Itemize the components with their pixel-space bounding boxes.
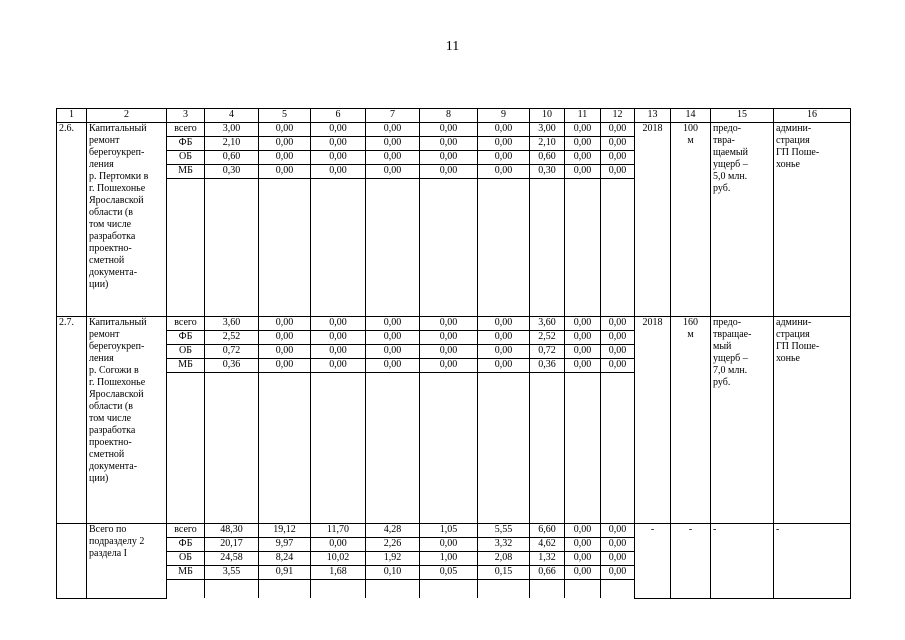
value-cell: 6,60 — [530, 524, 565, 538]
column-header: 5 — [259, 109, 311, 123]
column-header-row — [57, 109, 851, 123]
table-row — [57, 524, 851, 538]
value-cell: 0,00 — [478, 331, 530, 345]
value-cell: 2,52 — [205, 331, 259, 345]
value-cell: 0,00 — [366, 151, 420, 165]
value-cell: 0,36 — [205, 359, 259, 373]
column-header: 6 — [311, 109, 366, 123]
value-cell: 0,00 — [366, 137, 420, 151]
value-cell: 0,00 — [565, 345, 601, 359]
value-cell: 0,00 — [565, 123, 601, 137]
value-cell: 0,00 — [478, 151, 530, 165]
page-number: 11 — [445, 39, 460, 54]
value-cell: 0,00 — [601, 165, 635, 179]
value-cell: 0,15 — [478, 566, 530, 580]
row-executor: админи- страция ГП Поше- хонье — [774, 123, 851, 317]
value-cell: 0,00 — [601, 317, 635, 331]
value-cell: 0,30 — [530, 165, 565, 179]
column-header: 4 — [205, 109, 259, 123]
value-cell: 0,91 — [259, 566, 311, 580]
value-cell: 0,00 — [311, 123, 366, 137]
row-effect: предо- твращае- мый ущерб – 7,0 млн. руб. — [711, 317, 774, 524]
row-number: 2.6. — [57, 123, 87, 317]
table-row — [57, 123, 851, 137]
value-cell: 20,17 — [205, 538, 259, 552]
value-cell: 0,00 — [601, 359, 635, 373]
source-label: всего — [167, 123, 205, 137]
value-cell: 0,60 — [205, 151, 259, 165]
value-cell: 24,58 — [205, 552, 259, 566]
row-year: 2018 — [635, 123, 671, 317]
column-header: 9 — [478, 109, 530, 123]
value-cell: 0,00 — [259, 359, 311, 373]
value-cell: 0,00 — [366, 331, 420, 345]
column-header: 14 — [671, 109, 711, 123]
value-cell: 2,10 — [530, 137, 565, 151]
source-label: ФБ — [167, 331, 205, 345]
value-cell: 0,05 — [420, 566, 478, 580]
column-header: 8 — [420, 109, 478, 123]
value-cell: 0,00 — [311, 137, 366, 151]
source-label: всего — [167, 317, 205, 331]
value-cell: 0,72 — [205, 345, 259, 359]
value-cell: 0,00 — [259, 165, 311, 179]
value-cell: 0,00 — [420, 345, 478, 359]
value-cell: 2,08 — [478, 552, 530, 566]
value-cell: 0,00 — [311, 538, 366, 552]
value-cell: 0,00 — [311, 345, 366, 359]
row-effect: - — [711, 524, 774, 599]
row-length: 160 м — [671, 317, 711, 524]
value-cell: 0,00 — [366, 123, 420, 137]
value-cell: 2,52 — [530, 331, 565, 345]
value-cell: 0,00 — [565, 524, 601, 538]
value-cell: 0,00 — [565, 538, 601, 552]
value-cell: 19,12 — [259, 524, 311, 538]
source-label: МБ — [167, 165, 205, 179]
row-length: - — [671, 524, 711, 599]
value-cell: 1,05 — [420, 524, 478, 538]
value-cell: 0,00 — [311, 331, 366, 345]
value-cell: 0,00 — [420, 165, 478, 179]
source-label: МБ — [167, 359, 205, 373]
value-cell: 0,00 — [601, 538, 635, 552]
value-cell: 0,00 — [420, 137, 478, 151]
row-year: - — [635, 524, 671, 599]
value-cell: 0,00 — [601, 552, 635, 566]
value-cell: 0,00 — [311, 151, 366, 165]
column-header: 10 — [530, 109, 565, 123]
value-cell: 0,00 — [420, 123, 478, 137]
value-cell: 1,68 — [311, 566, 366, 580]
value-cell: 0,00 — [259, 317, 311, 331]
column-header: 11 — [565, 109, 601, 123]
value-cell: 1,92 — [366, 552, 420, 566]
column-header: 12 — [601, 109, 635, 123]
value-cell: 0,00 — [259, 137, 311, 151]
value-cell: 4,62 — [530, 538, 565, 552]
value-cell: 48,30 — [205, 524, 259, 538]
value-cell: 0,00 — [420, 538, 478, 552]
source-label: ОБ — [167, 151, 205, 165]
value-cell: 0,00 — [311, 165, 366, 179]
table-row — [57, 317, 851, 331]
row-length: 100 м — [671, 123, 711, 317]
value-cell: 3,00 — [530, 123, 565, 137]
value-cell: 8,24 — [259, 552, 311, 566]
value-cell: 0,00 — [565, 552, 601, 566]
budget-table — [56, 108, 851, 599]
value-cell: 0,00 — [420, 317, 478, 331]
value-cell: 11,70 — [311, 524, 366, 538]
value-cell: 0,00 — [420, 359, 478, 373]
value-cell: 0,00 — [565, 165, 601, 179]
value-cell: 0,00 — [478, 123, 530, 137]
value-cell: 0,00 — [366, 165, 420, 179]
value-cell: 0,10 — [366, 566, 420, 580]
value-cell: 0,72 — [530, 345, 565, 359]
value-cell: 3,00 — [205, 123, 259, 137]
row-number: 2.7. — [57, 317, 87, 524]
value-cell: 5,55 — [478, 524, 530, 538]
value-cell: 0,00 — [478, 165, 530, 179]
value-cell: 9,97 — [259, 538, 311, 552]
source-label: МБ — [167, 566, 205, 580]
value-cell: 0,00 — [601, 137, 635, 151]
value-cell: 0,00 — [601, 331, 635, 345]
value-cell: 0,66 — [530, 566, 565, 580]
value-cell: 1,32 — [530, 552, 565, 566]
row-number — [57, 524, 87, 599]
value-cell: 3,60 — [530, 317, 565, 331]
value-cell: 0,00 — [366, 359, 420, 373]
value-cell: 3,55 — [205, 566, 259, 580]
value-cell: 0,36 — [530, 359, 565, 373]
value-cell: 0,00 — [601, 524, 635, 538]
value-cell: 0,00 — [565, 359, 601, 373]
value-cell: 0,00 — [311, 359, 366, 373]
column-header: 3 — [167, 109, 205, 123]
source-label: ОБ — [167, 552, 205, 566]
value-cell: 0,00 — [478, 359, 530, 373]
column-header: 2 — [87, 109, 167, 123]
column-header: 16 — [774, 109, 851, 123]
column-header: 7 — [366, 109, 420, 123]
value-cell: 3,32 — [478, 538, 530, 552]
value-cell: 0,00 — [601, 345, 635, 359]
value-cell: 10,02 — [311, 552, 366, 566]
value-cell: 0,00 — [420, 331, 478, 345]
value-cell: 0,60 — [530, 151, 565, 165]
value-cell: 0,00 — [565, 137, 601, 151]
value-cell: 1,00 — [420, 552, 478, 566]
value-cell: 2,10 — [205, 137, 259, 151]
value-cell: 0,00 — [565, 331, 601, 345]
value-cell: 2,26 — [366, 538, 420, 552]
value-cell: 0,00 — [259, 345, 311, 359]
value-cell: 0,00 — [601, 151, 635, 165]
value-cell: 0,00 — [259, 331, 311, 345]
row-executor: - — [774, 524, 851, 599]
value-cell: 0,00 — [601, 566, 635, 580]
value-cell: 0,00 — [420, 151, 478, 165]
value-cell: 0,00 — [259, 123, 311, 137]
value-cell: 0,00 — [311, 317, 366, 331]
value-cell: 3,60 — [205, 317, 259, 331]
column-header: 15 — [711, 109, 774, 123]
value-cell: 0,00 — [601, 123, 635, 137]
row-name: Всего по подразделу 2 раздела I — [87, 524, 167, 599]
value-cell: 4,28 — [366, 524, 420, 538]
value-cell: 0,00 — [565, 566, 601, 580]
value-cell: 0,00 — [366, 317, 420, 331]
row-year: 2018 — [635, 317, 671, 524]
value-cell: 0,00 — [366, 345, 420, 359]
value-cell: 0,00 — [565, 317, 601, 331]
value-cell: 0,00 — [259, 151, 311, 165]
source-label: всего — [167, 524, 205, 538]
source-label: ОБ — [167, 345, 205, 359]
row-effect: предо- твра- щаемый ущерб – 5,0 млн. руб. — [711, 123, 774, 317]
row-name: Капитальный ремонт берегоукреп- ления р. Согожи в г. Пошехонье Ярославской области (в том числе разработка проектно- сметной документа- ции) — [87, 317, 167, 524]
value-cell: 0,00 — [565, 151, 601, 165]
source-label: ФБ — [167, 137, 205, 151]
row-name: Капитальный ремонт берегоукреп- ления р. Пертомки в г. Пошехонье Ярославской области (в том числе разработка проектно- сметной документа- ции) — [87, 123, 167, 317]
source-label: ФБ — [167, 538, 205, 552]
column-header: 13 — [635, 109, 671, 123]
value-cell: 0,00 — [478, 317, 530, 331]
column-header: 1 — [57, 109, 87, 123]
value-cell: 0,30 — [205, 165, 259, 179]
row-executor: админи- страция ГП Поше- хонье — [774, 317, 851, 524]
value-cell: 0,00 — [478, 345, 530, 359]
value-cell: 0,00 — [478, 137, 530, 151]
